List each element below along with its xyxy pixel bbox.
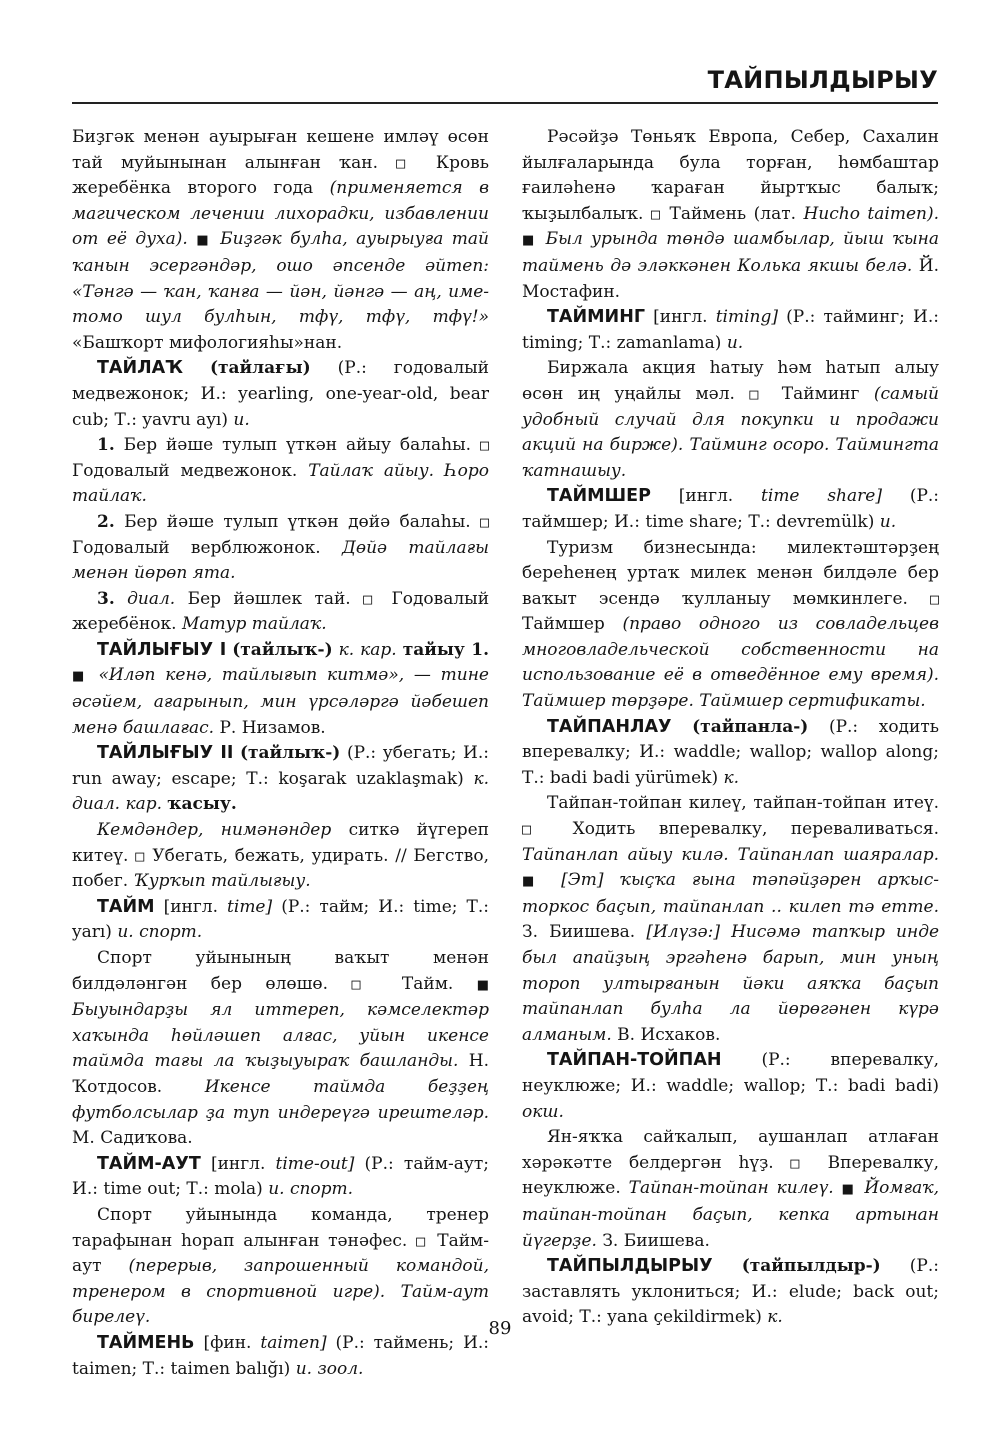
box-icon: □ — [363, 589, 380, 608]
box-icon: □ — [479, 436, 489, 455]
headword: ТАЙМЕНЬ — [97, 1332, 195, 1353]
definition: Спорт уйынының ваҡыт менән билдәләнгән бер өлөшө. □ Тайм. ■ Быуындарҙы ял иттереп, кәмселектәр хаҡында һөйләшеп алғас, уйын икенсе таймда тағы ла ҡыҙыуыраҡ башланды. Н. Ҡотдосов. Икенсе таймда беҙҙең футболсылар ҙа туп индереүгә ирештеләр. М. Садиҡова. — [72, 948, 490, 1149]
headword: ТАЙЛЫҒЫУ I — [97, 639, 227, 660]
square-icon: ■ — [72, 669, 89, 685]
square-icon: ■ — [841, 1182, 857, 1198]
left-column — [72, 125, 489, 1382]
headword: ТАЙМИНГ — [547, 307, 645, 328]
definition: Рәсәйҙә Төньяҡ Европа, Себер, Сахалин йылғаларында була торған, һөмбаштар ғаиләһенә ҡараған йыртҡыс балыҡ; ҡыҙылбалыҡ. □ Таймень (лат. Hucho taimen). ■ Был урында төндә шамбылар, йыш ҡына таймень дә эләккәнен Колька якшы белә. Й. Мостафин. — [522, 127, 940, 302]
headword: ТАЙПАНЛАУ — [547, 716, 672, 737]
page-number: 89 — [488, 1318, 512, 1339]
headword: ТАЙЛАҠ — [97, 358, 183, 379]
entry-tailygyu-1: ТАЙЛЫҒЫУ I (тайлыҡ-) к. кар. тайыу 1. ■ «Иләп кенә, тайлығып китмә», — тине әсәйем, ағарынып, мин үрсәләргә йәбешеп менә башлағас. Р. Низамов. — [72, 639, 490, 738]
entry-taimen: ТАЙМЕНЬ [фин. taimen] (Р.: таймень; И.: taimen; Т.: taimen balığı) и. зоол. — [72, 1332, 490, 1379]
entry-tailygyu-2: ТАЙЛЫҒЫУ II (тайлыҡ-) (Р.: убегать; И.: run away; escape; Т.: koşarak uzaklaşmak) к. диал. кар. ҡасыу. — [72, 743, 490, 815]
box-icon: □ — [351, 974, 379, 993]
square-icon: ■ — [522, 874, 545, 890]
box-icon: □ — [479, 512, 489, 531]
square-icon: ■ — [196, 233, 212, 249]
box-icon: □ — [522, 820, 550, 839]
headword: ТАЙМШЕР — [547, 486, 651, 507]
entry-taipanlau: ТАЙПАНЛАУ (тайпанла-) (Р.: ходить вперевалку; И.: waddle; wallop; wallop along; Т.: badi badi yürümek) к. — [522, 716, 940, 788]
box-icon: □ — [749, 384, 768, 403]
entry-taim-aut: ТАЙМ-АУТ [ингл. time-out] (Р.: тайм-аут; И.: time out; Т.: mola) и. спорт. — [72, 1153, 490, 1200]
definition: Ян-яҡҡа сайҡалып, аушанлап атлаған хәрәкәтте белдергән һүҙ. □ Вперевалку, неуклюже. Тайпан-тойпан килеү. ■ Йомғаҡ, тайпан-тойпан баҫып, кепка артынан йүгерҙе. З. Биишева. — [522, 1127, 940, 1251]
definition: Туризм бизнесында: милектәштәрҙең береһенең уртаҡ милек менән билдәле бер ваҡыт эсендә ҡулланыу мөмкинлеге. □ Таймшер (право одного из совладельцев многовладельческой собственности на использование её в отведённое ему время). Таймшер төрҙәре. Таймшер сертификаты. — [522, 537, 940, 712]
box-icon: □ — [650, 204, 663, 223]
box-icon: □ — [790, 1153, 811, 1172]
right-column — [522, 125, 939, 1331]
sense-3: 3. диал. Бер йәшлек тай. □ Годовалый жеребёнок. Матур тайлаҡ. — [72, 588, 490, 635]
definition: Тайпан-тойпан килеү, тайпан-тойпан итеү. □ Ходить вперевалку, переваливаться. Тайпанлап айыу килә. Тайпанлап шаяралар. ■ [Эт] ҡыҫҡа ғына тәпәйҙәрен арҡыс-торкос баҫып, тайпанлап .. килеп тә етте. З. Биишева. [Илүзә:] Нисәмә тапҡыр инде был апайҙың эргәһенә барып, мин уның тороп ултырғанын йәки аяҡҡа баҫып тайпанлап булһа ла йөрөгәнен күрә алманым. В. Исхаков. — [522, 793, 940, 1045]
definition: Кемдәндер, нимәнәндер ситкә йүгереп китеү. □ Убегать, бежать, удирать. // Бегство, побег. Ҡурҡып тайлығыу. — [72, 820, 490, 892]
entry-tailak: ТАЙЛАҠ (тайлағы) (Р.: годовалый медвежонок; И.: yearling, one-year-old, bear cub; Т.: yavru ayı) и. — [72, 358, 490, 430]
box-icon: □ — [135, 846, 146, 865]
headword: ТАЙМ — [97, 896, 155, 917]
entry-taiming: ТАЙМИНГ [ингл. timing] (Р.: тайминг; И.: timing; Т.: zamanlama) и. — [522, 307, 940, 353]
header-rule — [72, 102, 938, 104]
entry-taipan-toipan: ТАЙПАН-ТОЙПАН (Р.: вперевалку, неуклюже; И.: waddle; wallop; Т.: badi badi) окш. — [522, 1050, 939, 1122]
sense-2: 2. Бер йәше тулып үткән дөйә балаһы. □ Годовалый верблюжонок. Дөйә тайлағы менән йөрөп ята. — [72, 511, 490, 584]
box-icon: □ — [396, 153, 418, 172]
entry-taimsher: ТАЙМШЕР [ингл. time share] (Р.: таймшер; И.: time share; Т.: devremülk) и. — [522, 486, 940, 532]
definition: Биржала акция һатыу һәм һатып алыу өсөн иң уңайлы мәл. □ Тайминг (самый удобный случай для покупки и продажи акций на бирже). Тайминг осоро. Таймингта ҡатнашыу. — [522, 358, 939, 481]
box-icon: □ — [416, 1231, 429, 1250]
square-icon: ■ — [476, 977, 490, 993]
box-icon: □ — [929, 589, 940, 608]
entry-taipyldyryu: ТАЙПЫЛДЫРЫУ (тайпылдыр-) (Р.: заставлять уклониться; И.: elude; back out; avoid; Т.: yana çekildirmek) к. — [522, 1256, 939, 1328]
entry-taim: ТАЙМ [ингл. time] (Р.: тайм; И.: time; Т.: yarı) и. спорт. — [72, 896, 489, 943]
entry-continuation: Биҙгәк менән ауырыған кешене имләү өсөн тай муйынынан алынған ҡан. □ Кровь жеребёнка второго года (применяется в магическом лечении лихорадки, избавлении от её духа). ■ Биҙгәк булһа, ауырыуға тай ҡанын эсергәндәр, ошо әпсенде әйтеп: «Тәнгә — ҡан, ҡанға — йән, йәнгә — аң, име-томо шул булһын, тфү, тфү, тфү!» «Башҡорт мифологияһы»нан. — [72, 127, 490, 353]
headword: ТАЙПЫЛДЫРЫУ — [547, 1256, 713, 1277]
headword: ТАЙЛЫҒЫУ II — [97, 743, 234, 764]
headword: ТАЙМ-АУТ — [97, 1153, 201, 1174]
running-head: ТАЙПЫЛДЫРЫУ — [707, 66, 938, 94]
headword: ТАЙПАН-ТОЙПАН — [547, 1050, 722, 1071]
sense-1: 1. Бер йәше тулып үткән айыу балаһы. □ Годовалый медвежонок. Тайлаҡ айыу. Һоро тайлаҡ. — [72, 435, 489, 507]
square-icon: ■ — [522, 233, 538, 249]
definition: Спорт уйынында команда, тренер тарафынан һорап алынған тәнәфес. □ Тайм-аут (перерыв, запрошенный командой, тренером в спортивной игре). Тайм-аут бирелеү. — [72, 1204, 490, 1328]
